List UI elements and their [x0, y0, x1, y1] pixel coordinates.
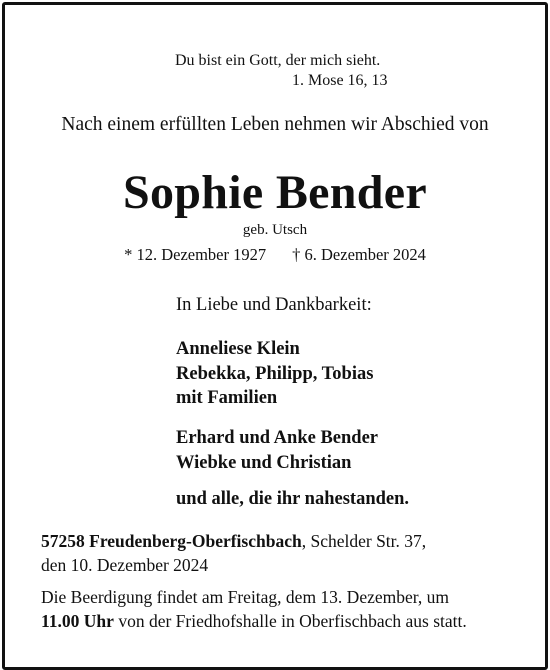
funeral-time: 11.00 Uhr — [41, 611, 114, 631]
address-street: , Schelder Str. 37, — [301, 531, 427, 551]
mourner-closing — [176, 487, 409, 512]
life-dates — [5, 245, 545, 265]
funeral-line-2: von der Friedhofshalle in Oberfischbach aus statt. — [113, 611, 467, 631]
address-place: 57258 Freudenberg-Oberfischbach — [41, 531, 302, 551]
birth-date: * 12. Dezember 1927 — [124, 245, 267, 264]
mourners-heading: In Liebe und Dankbarkeit: — [176, 295, 372, 315]
mourner-line: Erhard und Anke Bender — [176, 428, 379, 448]
death-date: † 6. Dezember 2024 — [292, 245, 426, 264]
mourner-line: und alle, die ihr nahestanden. — [176, 489, 410, 509]
deceased-name: Sophie Bender — [123, 166, 427, 219]
funeral-notice — [41, 585, 531, 633]
mourner-line: Rebekka, Philipp, Tobias — [176, 363, 374, 384]
address-date: den 10. Dezember 2024 — [41, 555, 209, 575]
intro-text: Nach einem erfüllten Leben nehmen wir Abschied von — [61, 114, 489, 135]
mourner-group-2 — [176, 426, 378, 475]
motto-reference: 1. Mose 16, 13 — [292, 72, 388, 89]
mourner-group-1 — [176, 337, 373, 411]
mourner-line: mit Familien — [176, 388, 278, 408]
obituary-frame — [2, 2, 548, 670]
maiden-name: geb. Utsch — [242, 222, 308, 238]
mourner-line: Anneliese Klein — [176, 339, 300, 359]
funeral-line-1: Die Beerdigung findet am Freitag, dem 13. Dezember, um — [41, 587, 449, 607]
motto-quote: Du bist ein Gott, der mich sieht. — [175, 52, 381, 69]
mourner-line: Wiebke und Christian — [176, 452, 352, 473]
address-block — [41, 529, 521, 577]
